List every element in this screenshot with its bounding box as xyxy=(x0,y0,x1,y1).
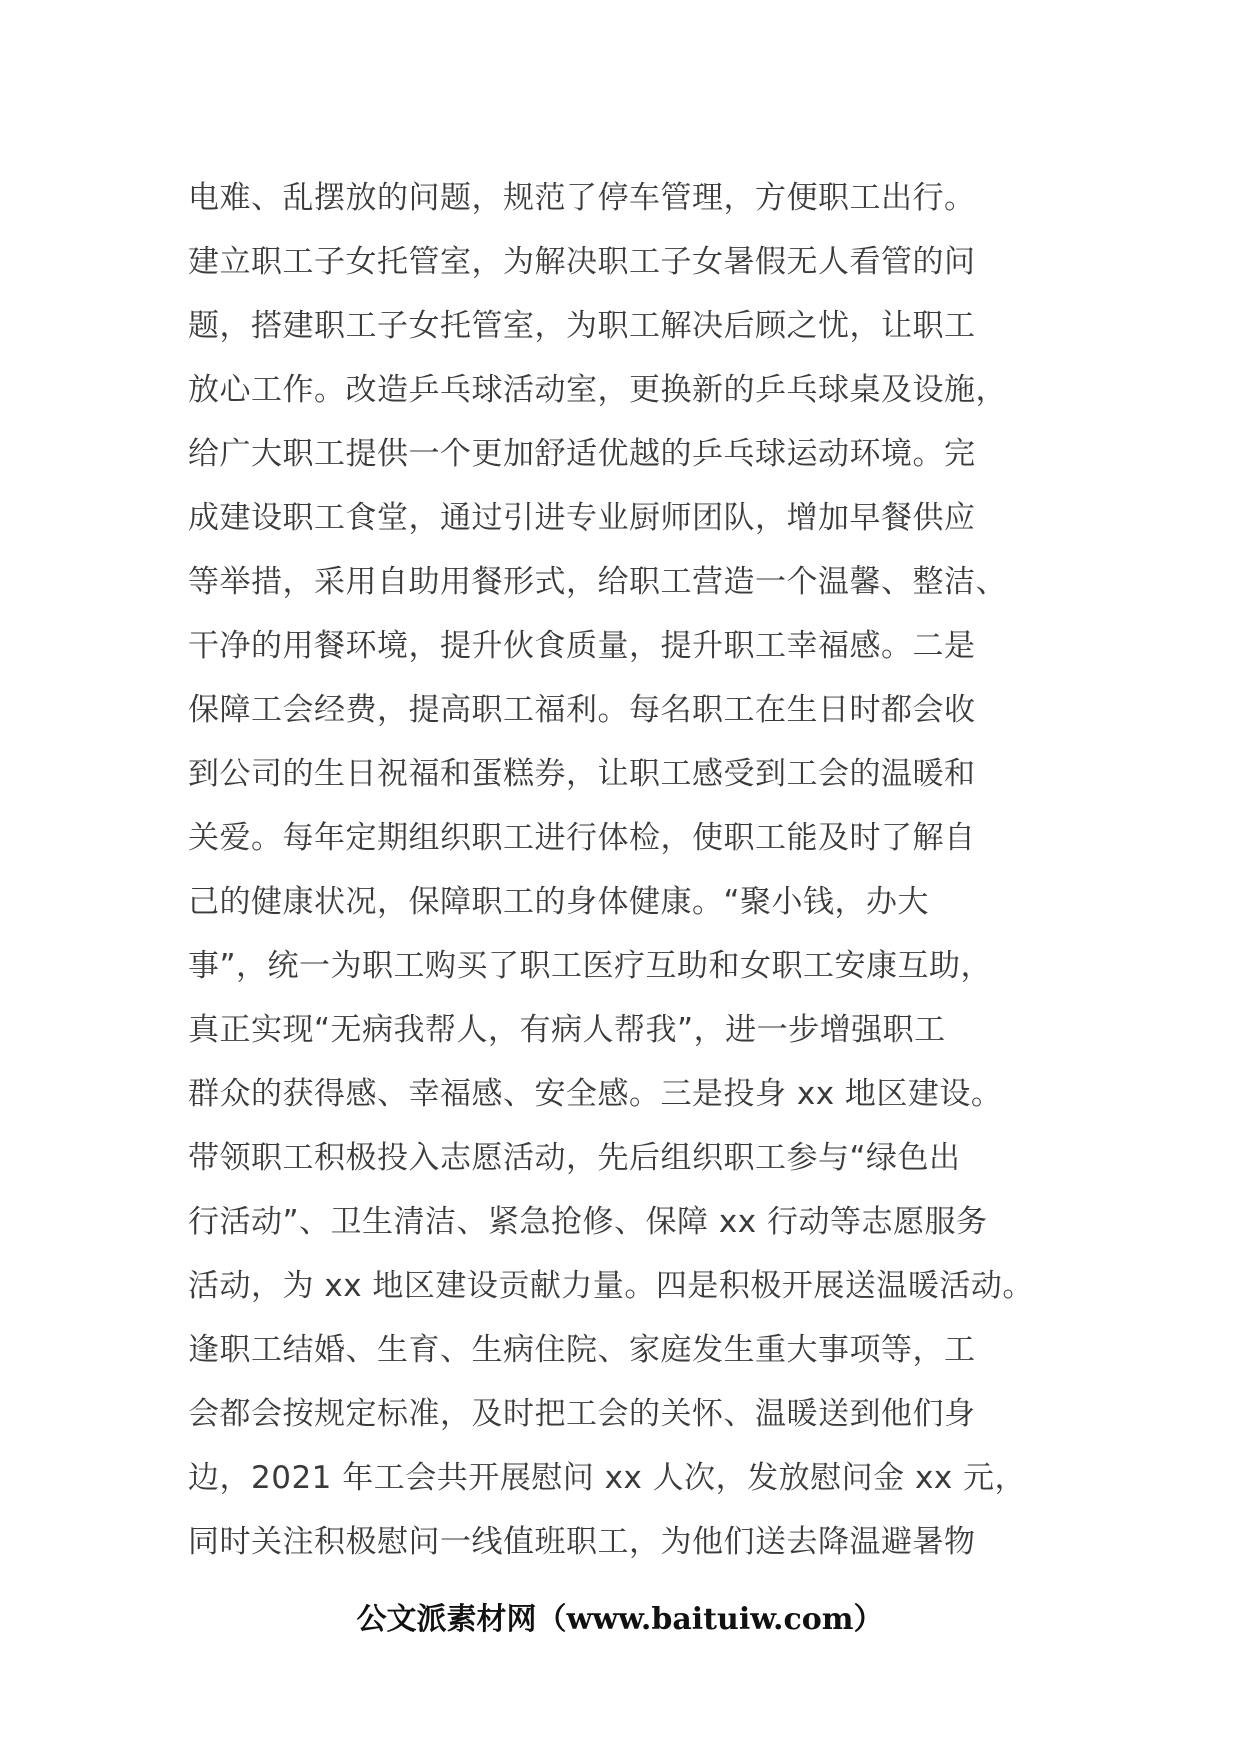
text-line: 活动，为 xx 地区建设贡献力量。四是积极开展送温暖活动。 xyxy=(188,1268,1034,1304)
text-line: 真正实现“无病我帮人，有病人帮我”，进一步增强职工 xyxy=(188,1012,946,1048)
text-line: 边，2021 年工会共开展慰问 xx 人次，发放慰问金 xx 元， xyxy=(188,1460,1027,1496)
text-line: 建立职工子女托管室，为解决职工子女暑假无人看管的问 xyxy=(188,244,976,280)
text-line: 等举措，采用自助用餐形式，给职工营造一个温馨、整洁、 xyxy=(188,564,1007,600)
text-line: 群众的获得感、幸福感、安全感。三是投身 xx 地区建设。 xyxy=(188,1076,1003,1112)
text-line: 逢职工结婚、生育、生病住院、家庭发生重大事项等，工 xyxy=(188,1332,976,1368)
text-line: 关爱。每年定期组织职工进行体检，使职工能及时了解自 xyxy=(188,820,976,856)
text-line: 会都会按规定标准，及时把工会的关怀、温暖送到他们身 xyxy=(188,1396,976,1432)
text-line: 行活动”、卫生清洁、紧急抢修、保障 xx 行动等志愿服务 xyxy=(188,1204,988,1240)
text-line: 到公司的生日祝福和蛋糕券，让职工感受到工会的温暖和 xyxy=(188,756,976,792)
page-footer: 公文派素材网（www.baituiw.com） xyxy=(356,1602,884,1637)
text-line: 成建设职工食堂，通过引进专业厨师团队，增加早餐供应 xyxy=(188,500,976,536)
text-line: 放心工作。改造乒乓球活动室，更换新的乒乓球桌及设施， xyxy=(188,372,1007,408)
text-line: 己的健康状况，保障职工的身体健康。“聚小钱，办大 xyxy=(188,884,930,920)
text-line: 带领职工积极投入志愿活动，先后组织职工参与“绿色出 xyxy=(188,1140,961,1176)
text-line: 给广大职工提供一个更加舒适优越的乒乓球运动环境。完 xyxy=(188,436,976,472)
text-line: 题，搭建职工子女托管室，为职工解决后顾之忧，让职工 xyxy=(188,308,976,344)
text-line: 干净的用餐环境，提升伙食质量，提升职工幸福感。二是 xyxy=(188,628,976,664)
text-line: 保障工会经费，提高职工福利。每名职工在生日时都会收 xyxy=(188,692,976,728)
text-line: 电难、乱摆放的问题，规范了停车管理，方便职工出行。 xyxy=(188,180,976,216)
body-text xyxy=(188,166,1068,1574)
text-line: 事”，统一为职工购买了职工医疗互助和女职工安康互助， xyxy=(188,948,993,984)
text-line: 同时关注积极慰问一线值班职工，为他们送去降温避暑物 xyxy=(188,1524,976,1560)
